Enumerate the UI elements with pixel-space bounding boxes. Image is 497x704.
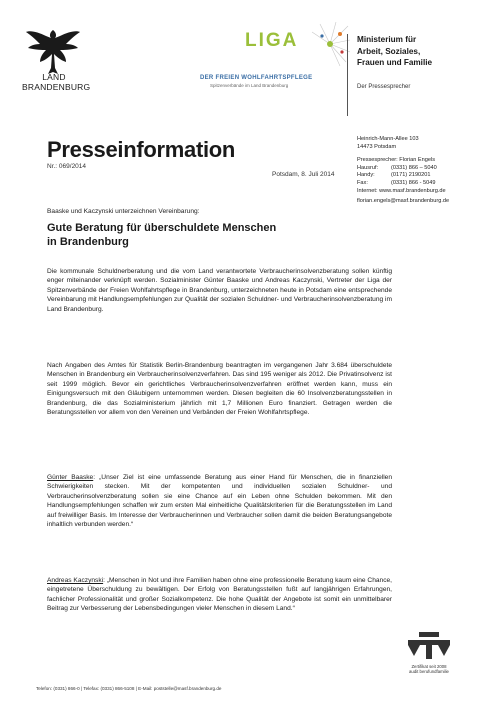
- quote-text-kaczynski: : „Menschen in Not und ihre Familien haben ohne eine professionelle Beratung kaum eine Chance, eingetretene Überschuldung zu bewältigen. Der Erfolg von Beratungsstellen fußt auf langjährigen Erfahrungen, fachlicher Professionalität und großer Sozialkompetenz. Die hohe Qualität der Angebote ist somit ein unmittelbarer Beitrag zur Verbesserung der Lebensbedingungen vieler Menschen in diesem Land.“: [47, 577, 392, 613]
- contact-value: (0331) 866 - 5049: [391, 179, 436, 186]
- contact-row: [357, 172, 492, 180]
- page-title: Presseinformation: [47, 137, 236, 162]
- ministry-line-2: Arbeit, Soziales,: [357, 46, 421, 56]
- certificate-line-1: Zertifikat seit 2008: [411, 664, 447, 669]
- contact-value: (0171) 2190201: [391, 172, 431, 179]
- page-footer: Telefon: (0331) 866-0 | Telefax: (0331) 866-5108 | E-Mail: poststelle@masf.brandenburg.de: [36, 686, 222, 691]
- headline-line-1: Gute Beratung für überschuldete Menschen: [47, 222, 277, 234]
- article-headline: [47, 221, 347, 249]
- article-paragraph-3: [47, 473, 392, 530]
- quote-speaker-kaczynski: Andreas Kaczynski: [47, 577, 104, 584]
- contact-internet[interactable]: Internet: www.masf.brandenburg.de: [357, 187, 446, 194]
- article-paragraph-1: Die kommunale Schuldnerberatung und die vom Land verantwortete Verbraucherinsolvenzberatung sollen künftig enger miteinander verknüpft werden. Sozialminister Günter Baaske und Andreas Kaczynski, Vertreter der Liga der Spitzenverbände der Freien Wohlfahrtspflege in Brandenburg, unterzeichneten heute in Potsdam eine entsprechende Vereinbarung mit Handlungsempfehlungen zur Qualität der sozialen Schuldner- und Verbraucherinsolvenzberatung im Land Brandenburg.: [47, 268, 392, 313]
- quote-text-baaske: : „Unser Ziel ist eine umfassende Beratung aus einer Hand für Menschen, die in finanziellen Schwierigkeiten stecken. Mit der kompetenten und individuellen sozialen Schuldner- und Verbraucherinsolvenzberatung sollen sie eine Chance auf ein Leben ohne Schulden bekommen. Mit den Handlungsempfehlungen schaffen wir zum ersten Mal einheitliche Qualitätskriterien für die Beratungsstellen im Land auf freiwilliger Basis. Im Interesse der Verbraucherinnen und Verbraucher sollen damit die beiden Beratungsangebote inhaltlich verbunden werden.“: [47, 474, 393, 529]
- contact-row: [357, 180, 492, 188]
- release-number: Nr.: 069/2014: [47, 163, 87, 170]
- contact-email[interactable]: florian.engels@masf.brandenburg.de: [357, 198, 450, 205]
- liga-wordmark: LIGA: [245, 30, 299, 51]
- ministry-line-3: Frauen und Familie: [357, 58, 433, 67]
- contact-value: (0331) 866 – 5040: [391, 164, 437, 171]
- ministry-line-1: Ministerium für: [357, 35, 417, 44]
- liga-tagline: Spitzenverbände im Land Brandenburg: [210, 83, 289, 88]
- land-brandenburg-wordmark: [22, 72, 91, 92]
- contact-label: Handy:: [357, 172, 375, 179]
- contact-address-2: 14473 Potsdam: [357, 143, 397, 150]
- header-divider: [347, 34, 348, 116]
- liga-subtitle: DER FREIEN WOHLFAHRTSPFLEGE: [200, 75, 313, 81]
- contact-address-1: Heinrich-Mann-Allee 103: [357, 136, 419, 142]
- land-line2: BRANDENBURG: [22, 82, 91, 92]
- land-line1: LAND: [42, 72, 66, 82]
- certificate-caption: [398, 664, 460, 674]
- certificate-line-2: audit berufundfamilie: [409, 669, 449, 674]
- press-spokesperson-label: Der Pressesprecher: [357, 84, 411, 90]
- quote-speaker-baaske: Günter Baaske: [47, 474, 94, 481]
- contact-block: [357, 136, 492, 206]
- dateline: Potsdam, 8. Juli 2014: [272, 171, 335, 178]
- article-paragraph-2: Nach Angaben des Amtes für Statistik Berlin-Brandenburg beantragten im vergangenen Jahr 3.684 überschuldete Menschen in Brandenburg ein Verbraucherinsolvenzverfahren. Das sind 195 weniger als 2012. Die Privatinsolvenz ist seit 1999 möglich. Bevor ein gerichtliches Verbraucherinsolvenzverfahren eröffnet werden kann, muss ein Einigungsversuch mit den Gläubigern unternommen werden. Diesen begleiten die 60 Insolvenzberatungsstellen in Brandenburg, die das Sozialministerium jährlich mit 1,7 Millionen Euro finanziert. Getragen werden die Beratungsstellen vor allem von den Vereinen und Verbänden der Freien Wohlfahrtspflege.: [47, 362, 392, 417]
- ministry-name: [357, 34, 432, 69]
- headline-line-2: in Brandenburg: [47, 236, 129, 248]
- contact-label: Hausruf:: [357, 164, 379, 171]
- article-subhead: Baaske und Kaczynski unterzeichnen Vereinbarung:: [47, 208, 200, 215]
- article-paragraph-4: [47, 576, 392, 614]
- contact-spokesperson: Pressesprecher: Florian Engels: [357, 157, 436, 164]
- contact-row: [357, 165, 492, 173]
- audit-berufundfamilie-logo: [398, 628, 460, 684]
- contact-label: Fax:: [357, 179, 368, 186]
